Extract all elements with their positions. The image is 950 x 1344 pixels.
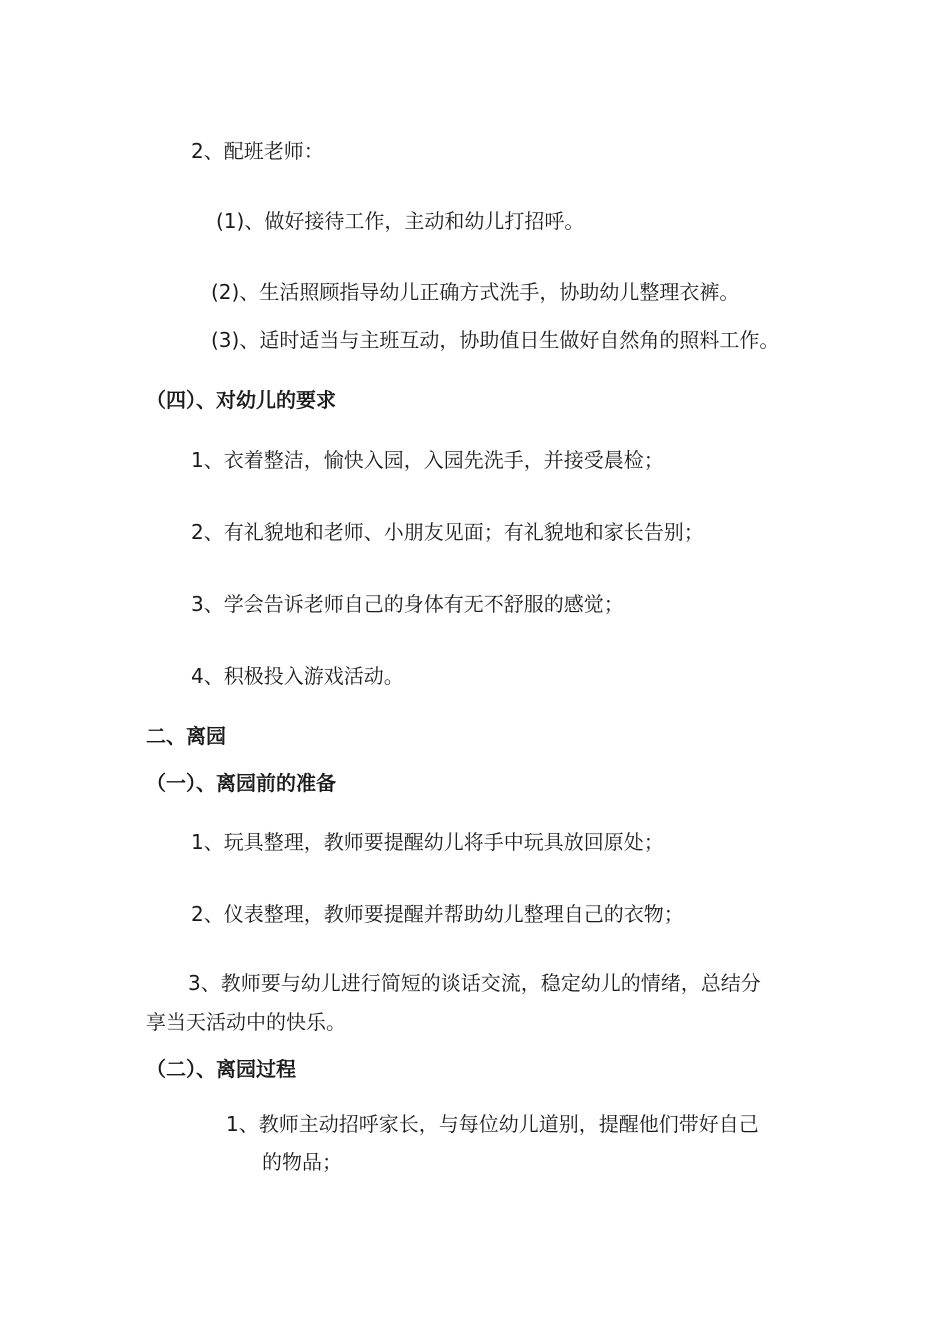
- paragraph-req-2: 2、有礼貌地和老师、小朋友见面；有礼貌地和家长告别；: [191, 520, 704, 544]
- paragraph-staff-heading: 2、配班老师：: [191, 139, 324, 163]
- paragraph-req-4: 4、积极投入游戏活动。: [191, 664, 404, 688]
- paragraph-prep-2: 2、仪表整理，教师要提醒并帮助幼儿整理自己的衣物；: [191, 902, 684, 926]
- paragraph-item-3: (3)、适时适当与主班互动，协助值日生做好自然角的照料工作。: [211, 328, 780, 352]
- paragraph-item-2: (2)、生活照顾指导幼儿正确方式洗手，协助幼儿整理衣裤。: [211, 280, 740, 304]
- paragraph-item-1: (1)、做好接待工作，主动和幼儿打招呼。: [216, 209, 585, 233]
- paragraph-prep-1: 1、玩具整理，教师要提醒幼儿将手中玩具放回原处；: [191, 830, 664, 854]
- section-heading-leaving: 二、离园: [146, 724, 226, 748]
- section-heading-requirements: （四）、对幼儿的要求: [146, 388, 336, 412]
- paragraph-req-1: 1、衣着整洁，愉快入园，入园先洗手，并接受晨检；: [191, 448, 664, 472]
- paragraph-process-1: 1、教师主动招呼家长，与每位幼儿道别，提醒他们带好自己: [226, 1112, 759, 1136]
- paragraph-prep-3-cont: 享当天活动中的快乐。: [146, 1010, 346, 1034]
- paragraph-process-1-cont: 的物品；: [262, 1150, 342, 1174]
- paragraph-req-3: 3、学会告诉老师自己的身体有无不舒服的感觉；: [191, 592, 624, 616]
- paragraph-prep-3: 3、教师要与幼儿进行简短的谈话交流，稳定幼儿的情绪，总结分: [188, 971, 761, 995]
- section-heading-preparation: （一）、离园前的准备: [146, 771, 336, 795]
- section-heading-process: （二）、离园过程: [146, 1057, 296, 1081]
